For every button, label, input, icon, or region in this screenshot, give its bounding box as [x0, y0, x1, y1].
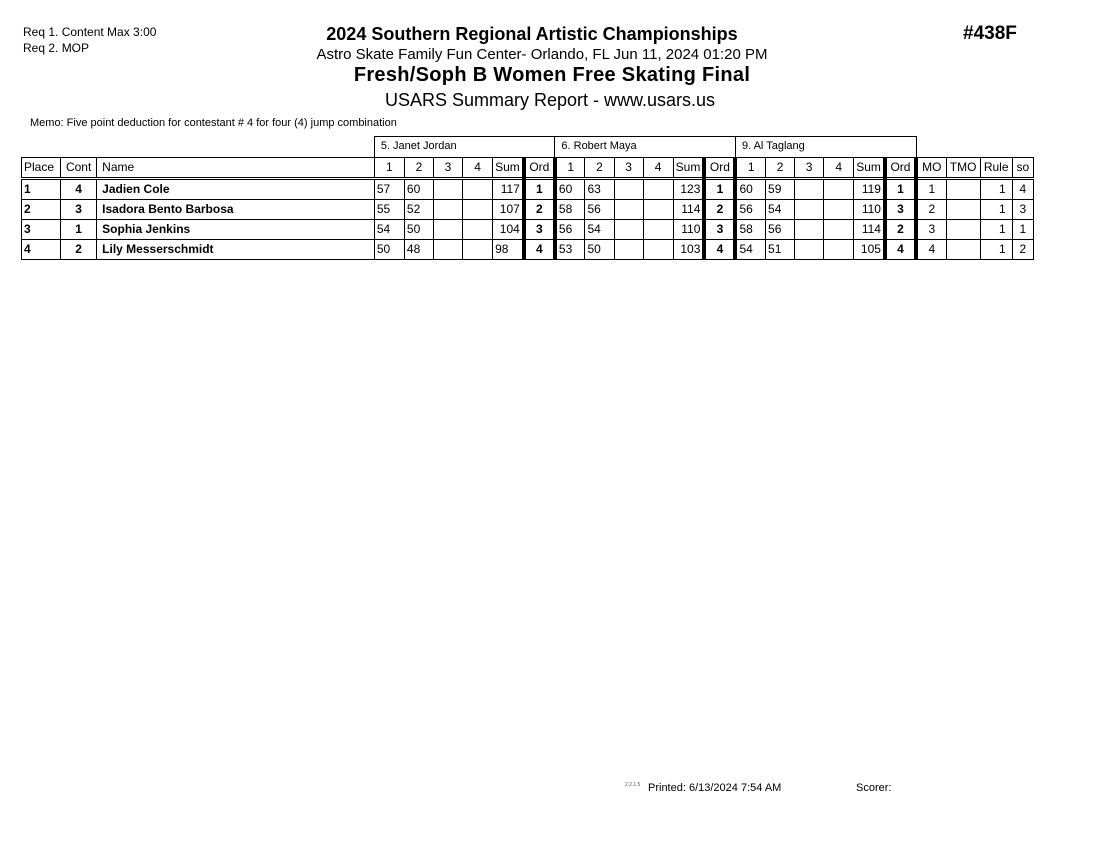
col-score-2: 2 [585, 158, 614, 179]
score [433, 220, 462, 240]
sum: 105 [854, 240, 885, 260]
score: 54 [735, 240, 765, 260]
score [824, 240, 854, 260]
score: 59 [766, 179, 795, 200]
score: 54 [766, 200, 795, 220]
score [795, 240, 824, 260]
col-ord: Ord [885, 158, 916, 179]
col-ord: Ord [704, 158, 735, 179]
column-header-row [22, 158, 1034, 179]
sum: 114 [673, 200, 704, 220]
score: 56 [585, 200, 614, 220]
col-tmo: TMO [946, 158, 980, 179]
score [433, 200, 462, 220]
score: 54 [374, 220, 404, 240]
score: 56 [766, 220, 795, 240]
score: 56 [735, 200, 765, 220]
col-score-1: 1 [374, 158, 404, 179]
sum: 103 [673, 240, 704, 260]
score: 57 [374, 179, 404, 200]
memo: Memo: Five point deduction for contestant # 4 for four (4) jump combination [30, 117, 397, 129]
score [433, 240, 462, 260]
printed-timestamp: Printed: 6/13/2024 7:54 AM [648, 782, 782, 794]
skater-name: Isadora Bento Barbosa [97, 200, 375, 220]
score [643, 220, 673, 240]
ordinal: 2 [524, 200, 555, 220]
score: 50 [374, 240, 404, 260]
score: 52 [404, 200, 433, 220]
tmo [946, 220, 980, 240]
ordinal: 2 [704, 200, 735, 220]
score: 60 [404, 179, 433, 200]
sum: 107 [493, 200, 524, 220]
score: 56 [555, 220, 585, 240]
scorer-label: Scorer: [856, 782, 892, 794]
score: 53 [555, 240, 585, 260]
col-rule: Rule [980, 158, 1012, 179]
score: 58 [555, 200, 585, 220]
tmo [946, 240, 980, 260]
score [824, 220, 854, 240]
score: 60 [555, 179, 585, 200]
score: 48 [404, 240, 433, 260]
ordinal: 3 [704, 220, 735, 240]
event-name: Fresh/Soph B Women Free Skating Final [353, 64, 751, 86]
place: 1 [22, 179, 61, 200]
sum: 98 [493, 240, 524, 260]
skater-name: Jadien Cole [97, 179, 375, 200]
score [614, 220, 643, 240]
score [463, 179, 493, 200]
competition-title: 2024 Southern Regional Artistic Championships [326, 24, 738, 44]
ordinal: 4 [524, 240, 555, 260]
judge-name-1: 5. Janet Jordan [374, 137, 555, 158]
score [824, 179, 854, 200]
contestant-number: 2 [61, 240, 97, 260]
tmo [946, 200, 980, 220]
col-score-3: 3 [433, 158, 462, 179]
so: 2 [1012, 240, 1033, 260]
sum: 104 [493, 220, 524, 240]
col-ord: Ord [524, 158, 555, 179]
skater-name: Sophia Jenkins [97, 220, 375, 240]
col-place: Place [22, 158, 61, 179]
place: 3 [22, 220, 61, 240]
mo: 3 [916, 220, 946, 240]
ordinal: 4 [885, 240, 916, 260]
ordinal: 3 [524, 220, 555, 240]
requirement-1: Req 1. Content Max 3:00 [23, 25, 157, 39]
ordinal: 1 [885, 179, 916, 200]
score [614, 179, 643, 200]
score: 50 [585, 240, 614, 260]
col-sum: Sum [854, 158, 885, 179]
requirement-2: Req 2. MOP [23, 41, 90, 55]
so: 1 [1012, 220, 1033, 240]
score [433, 179, 462, 200]
sum: 119 [854, 179, 885, 200]
score: 63 [585, 179, 614, 200]
sum: 110 [673, 220, 704, 240]
contestant-number: 4 [61, 179, 97, 200]
contestant-number: 1 [61, 220, 97, 240]
col-cont: Cont [61, 158, 97, 179]
rule: 1 [980, 220, 1012, 240]
score [643, 179, 673, 200]
table-row [22, 220, 1034, 240]
sum: 117 [493, 179, 524, 200]
ordinal: 2 [885, 220, 916, 240]
place: 4 [22, 240, 61, 260]
table-row [22, 200, 1034, 220]
col-sum: Sum [673, 158, 704, 179]
so: 4 [1012, 179, 1033, 200]
col-score-3: 3 [614, 158, 643, 179]
mo: 2 [916, 200, 946, 220]
col-score-1: 1 [555, 158, 585, 179]
col-score-4: 4 [463, 158, 493, 179]
venue-datetime: Astro Skate Family Fun Center- Orlando, FL Jun 11, 2024 01:20 PM [316, 46, 768, 63]
col-mo: MO [916, 158, 946, 179]
col-score-1: 1 [735, 158, 765, 179]
score [463, 220, 493, 240]
score [795, 179, 824, 200]
sum: 123 [673, 179, 704, 200]
sum: 110 [854, 200, 885, 220]
results-table [21, 136, 1034, 260]
contestant-number: 3 [61, 200, 97, 220]
ordinal: 3 [885, 200, 916, 220]
score [824, 200, 854, 220]
event-number: #438F [963, 23, 1017, 44]
score: 55 [374, 200, 404, 220]
col-score-3: 3 [795, 158, 824, 179]
judge-header-row [22, 137, 1034, 158]
ordinal: 1 [704, 179, 735, 200]
skater-name: Lily Messerschmidt [97, 240, 375, 260]
score [643, 200, 673, 220]
col-score-2: 2 [404, 158, 433, 179]
score [614, 200, 643, 220]
table-row [22, 179, 1034, 200]
so: 3 [1012, 200, 1033, 220]
score [795, 200, 824, 220]
ordinal: 4 [704, 240, 735, 260]
col-score-4: 4 [643, 158, 673, 179]
judge-name-2: 6. Robert Maya [555, 137, 736, 158]
score [463, 240, 493, 260]
judge-name-3: 9. Al Taglang [735, 137, 916, 158]
tmo [946, 179, 980, 200]
score: 51 [766, 240, 795, 260]
score [614, 240, 643, 260]
score: 50 [404, 220, 433, 240]
sum: 114 [854, 220, 885, 240]
score: 54 [585, 220, 614, 240]
rule: 1 [980, 200, 1012, 220]
score: 60 [735, 179, 765, 200]
col-name: Name [97, 158, 375, 179]
col-so: so [1012, 158, 1033, 179]
score: 58 [735, 220, 765, 240]
col-sum: Sum [493, 158, 524, 179]
col-score-2: 2 [766, 158, 795, 179]
rule: 1 [980, 179, 1012, 200]
rule: 1 [980, 240, 1012, 260]
score [643, 240, 673, 260]
table-row [22, 240, 1034, 260]
mo: 1 [916, 179, 946, 200]
mo: 4 [916, 240, 946, 260]
version-label: 2.2.1.5 [625, 782, 641, 788]
ordinal: 1 [524, 179, 555, 200]
report-name: USARS Summary Report - www.usars.us [384, 90, 716, 110]
score [463, 200, 493, 220]
score [795, 220, 824, 240]
place: 2 [22, 200, 61, 220]
col-score-4: 4 [824, 158, 854, 179]
